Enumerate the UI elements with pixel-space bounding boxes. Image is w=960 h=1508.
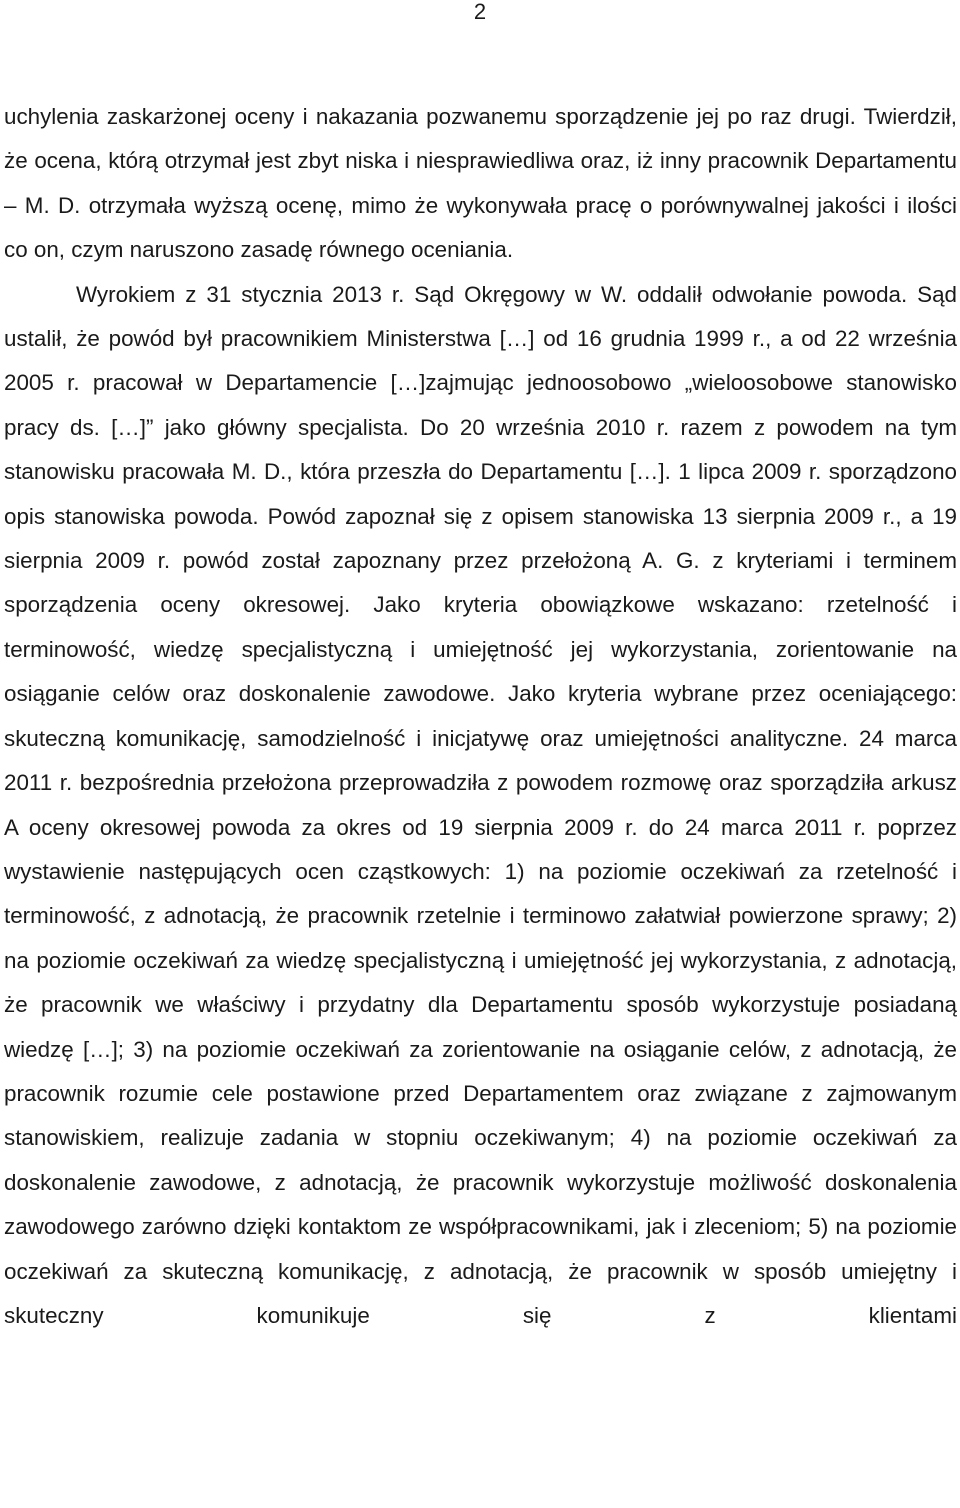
page-number: 2: [473, 0, 487, 24]
document-body: [4, 95, 957, 1338]
paragraph-judgment: Wyrokiem z 31 stycznia 2013 r. Sąd Okręgowy w W. oddalił odwołanie powoda. Sąd ustalił, że powód był pracownikiem Ministerstwa […] od 16 grudnia 1999 r., a od 22 września 2005 r. pracował w Departamencie […]zajmując jednoosobowo „wieloosobowe stanowisko pracy ds. […]” jako główny specjalista. Do 20 września 2010 r. razem z powodem na tym stanowisku pracowała M. D., która przeszła do Departamentu […]. 1 lipca 2009 r. sporządzono opis stanowiska powoda. Powód zapoznał się z opisem stanowiska 13 sierpnia 2009 r., a 19 sierpnia 2009 r. powód został zapoznany przez przełożoną A. G. z kryteriami i terminem sporządzenia oceny okresowej. Jako kryteria obowiązkowe wskazano: rzetelność i terminowość, wiedzę specjalistyczną i umiejętność jej wykorzystania, zorientowanie na osiąganie celów oraz doskonalenie zawodowe. Jako kryteria wybrane przez oceniającego: skuteczną komunikację, samodzielność i inicjatywę oraz umiejętności analityczne. 24 marca 2011 r. bezpośrednia przełożona przeprowadziła z powodem rozmowę oraz sporządziła arkusz A oceny okresowej powoda za okres od 19 sierpnia 2009 r. do 24 marca 2011 r. poprzez wystawienie następujących ocen cząstkowych: 1) na poziomie oczekiwań za rzetelność i terminowość, z adnotacją, że pracownik rzetelnie i terminowo załatwiał powierzone sprawy; 2) na poziomie oczekiwań za wiedzę specjalistyczną i umiejętność jej wykorzystania, z adnotacją, że pracownik we właściwy i przydatny dla Departamentu sposób wykorzystuje posiadaną wiedzę […]; 3) na poziomie oczekiwań za zorientowanie na osiąganie celów, z adnotacją, że pracownik rozumie cele postawione przed Departamentem oraz związane z zajmowanym stanowiskiem, realizuje zadania w stopniu oczekiwanym; 4) na poziomie oczekiwań za doskonalenie zawodowe, z adnotacją, że pracownik wykorzystuje możliwość doskonalenia zawodowego zarówno dzięki kontaktom ze współpracownikami, jak i zleceniom; 5) na poziomie oczekiwań za skuteczną komunikację, z adnotacją, że pracownik w sposób umiejętny i skuteczny komunikuje się z klientami: [4, 281, 957, 1328]
paragraph-continuation: uchylenia zaskarżonej oceny i nakazania pozwanemu sporządzenie jej po raz drugi. Twierdził, że ocena, którą otrzymał jest zbyt niska i niesprawiedliwa oraz, iż inny pracownik Departamentu – M. D. otrzymała wyższą ocenę, mimo że wykonywała pracę o porównywalnej jakości i ilości co on, czym naruszono zasadę równego oceniania.: [4, 104, 957, 263]
